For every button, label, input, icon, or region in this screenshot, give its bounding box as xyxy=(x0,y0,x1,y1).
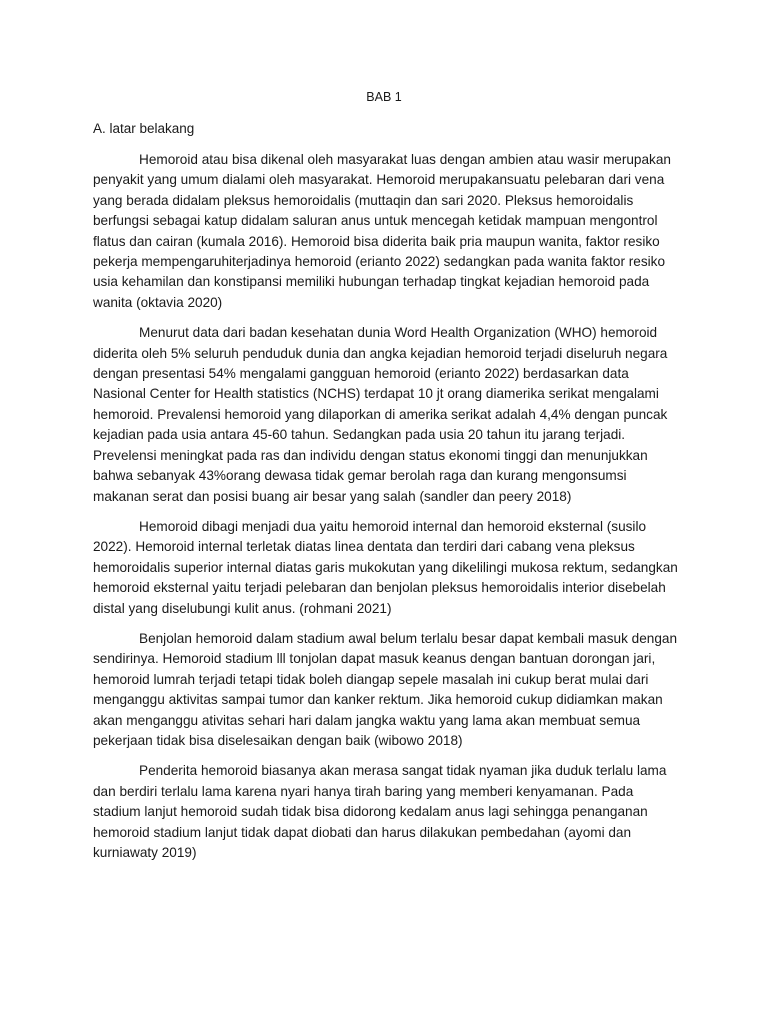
document-body xyxy=(93,150,683,873)
paragraph-2: Menurut data dari badan kesehatan dunia Word Health Organization (WHO) hemoroid diderita oleh 5% seluruh penduduk dunia dan angka kejadian hemoroid terjadi diseluruh negara dengan presentasi 54% mengalami gangguan hemoroid (erianto 2022) berdasarkan data Nasional Center for Health statistics (NCHS) terdapat 10 jt orang diamerika serikat mengalami hemoroid. Prevalensi hemoroid yang dilaporkan di amerika serikat adalah 4,4% dengan puncak kejadian pada usia antara 45-60 tahun. Sedangkan pada usia 20 tahun itu jarang terjadi. Prevelensi meningkat pada ras dan individu dengan status ekonomi tinggi dan menunjukkan bahwa sebanyak 43%orang dewasa tidak gemar berolah raga dan kurang mengonsumsi makanan serat dan posisi buang air besar yang salah (sandler dan peery 2018) xyxy=(93,325,668,504)
paragraph-4: Benjolan hemoroid dalam stadium awal belum terlalu besar dapat kembali masuk dengan sendirinya. Hemoroid stadium lll tonjolan dapat masuk keanus dengan bantuan dorongan jari, hemoroid lumrah terjadi tetapi tidak boleh diangap sepele masalah ini cukup berat mulai dari menganggu aktivitas sampai tumor dan kanker rektum. Jika hemoroid cukup didiamkan makan akan menganggu ativitas sehari hari dalam jangka waktu yang lama akan membuat semua pekerjaan tidak bisa diselesaikan dengan baik (wibowo 2018) xyxy=(93,630,678,748)
paragraph-1: Hemoroid atau bisa dikenal oleh masyarakat luas dengan ambien atau wasir merupakan penyakit yang umum dialami oleh masyarakat. Hemoroid merupakansuatu pelebaran dari vena yang berada didalam pleksus hemoroidalis (muttaqin dan sari 2020. Pleksus hemoroidalis berfungsi sebagai katup didalam saluran anus untuk mencegah ketidak mampuan mengontrol flatus dan cairan (kumala 2016). Hemoroid bisa diderita baik pria maupun wanita, faktor resiko pekerja mempengaruhiterjadinya hemoroid (erianto 2022) sedangkan pada wanita faktor resiko usia kehamilan dan konstipansi memiliki hubungan terhadap tingkat kejadian hemoroid pada wanita (oktavia 2020) xyxy=(93,152,671,310)
chapter-title: BAB 1 xyxy=(366,90,402,104)
paragraph-3: Hemoroid dibagi menjadi dua yaitu hemoroid internal dan hemoroid eksternal (susilo 2022). Hemoroid internal terletak diatas linea dentata dan terdiri dari cabang vena pleksus hemoroidalis superior internal diatas garis mukokutan yang dikelilingi mukosa rektum, sedangkan hemoroid eksternal yaitu terjadi pelebaran dan benjolan pleksus hemoroidalis interior disebelah distal yang diselubungi kulit anus. (rohmani 2021) xyxy=(93,518,678,616)
paragraph-5: Penderita hemoroid biasanya akan merasa sangat tidak nyaman jika duduk terlalu lama dan berdiri terlalu lama karena nyari hanya tirah baring yang memberi kenyamanan. Pada stadium lanjut hemoroid sudah tidak bisa didorong kedalam anus lagi sehingga penanganan hemoroid stadium lanjut tidak dapat diobati dan harus dilakukan pembedahan (ayomi dan kurniawaty 2019) xyxy=(93,763,667,860)
section-heading: A. latar belakang xyxy=(93,121,195,136)
